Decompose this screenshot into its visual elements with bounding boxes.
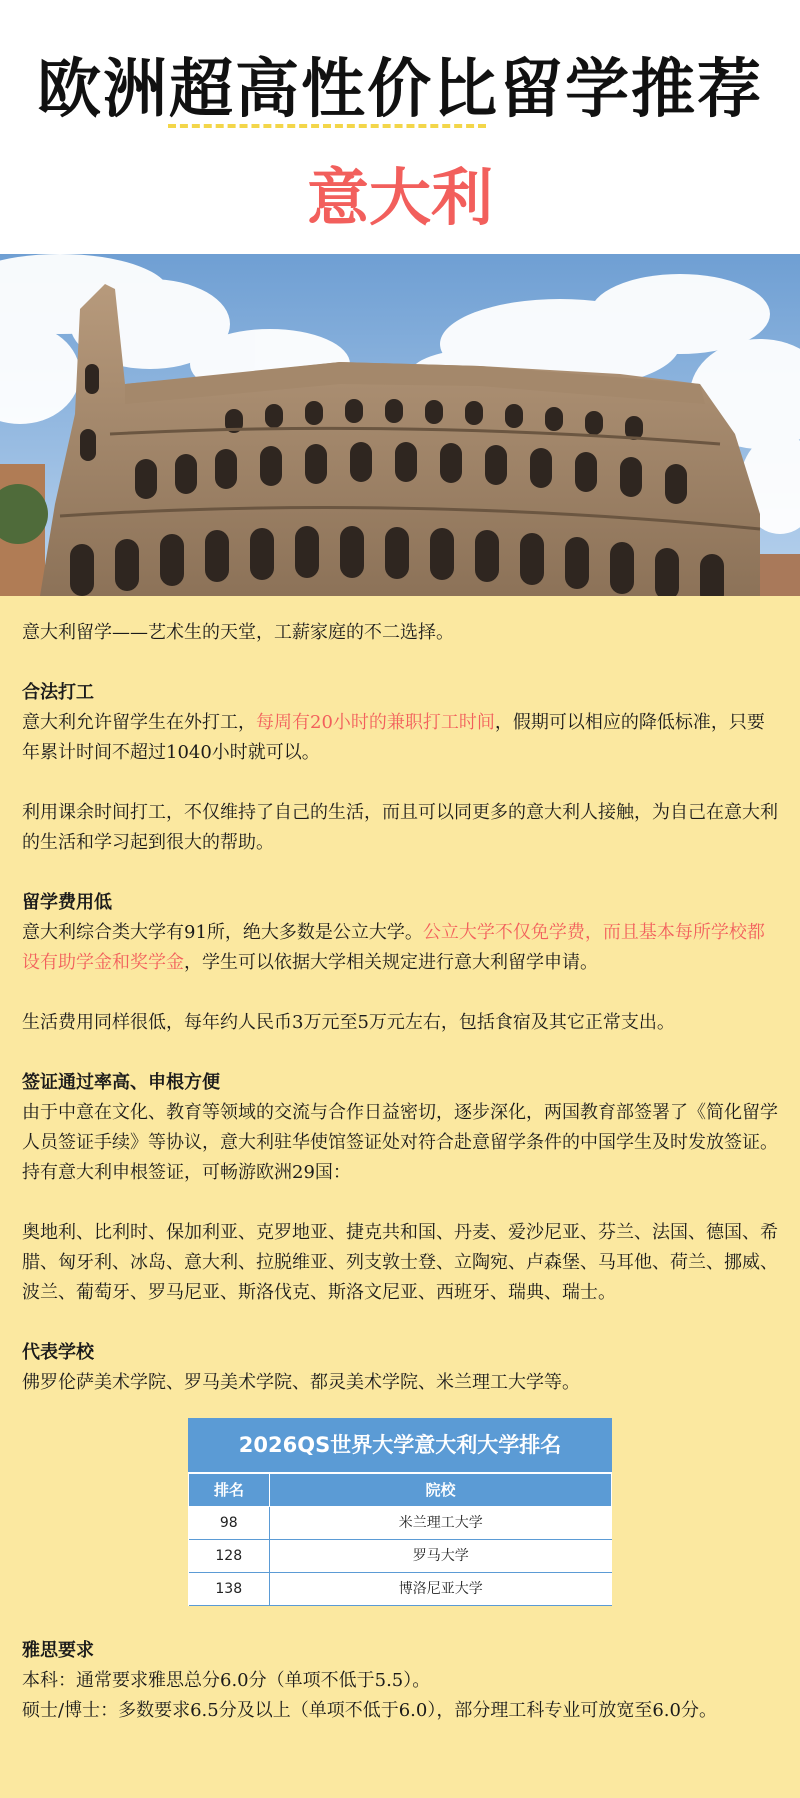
column-header-rank: 排名: [189, 1473, 270, 1507]
school-cell: 罗马大学: [270, 1540, 612, 1573]
visa-paragraph-1: 由于中意在文化、教育等领域的交流与合作日益密切，逐步深化，两国教育部签署了《简化留学人员签证手续》等协议，意大利驻华使馆签证处对符合赴意留学条件的中国学生及时发放签证。持有意大利申根签证，可畅游欧洲29国：: [22, 1102, 778, 1183]
article-body: [22, 618, 778, 1726]
school-cell: 博洛尼亚大学: [270, 1573, 612, 1606]
section-title-cost: 留学费用低: [22, 892, 112, 913]
section-title-ielts: 雅思要求: [22, 1640, 94, 1661]
schools-paragraph: 佛罗伦萨美术学院、罗马美术学院、都灵美术学院、米兰理工大学等。: [22, 1372, 580, 1393]
table-row: [189, 1507, 612, 1540]
rank-cell: 138: [189, 1573, 270, 1606]
column-header-school: 院校: [270, 1473, 612, 1507]
page-title: 欧洲超高性价比留学推荐: [37, 53, 763, 127]
work-paragraph-2: 利用课余时间打工，不仅维持了自己的生活，而且可以同更多的意大利人接触，为自己在意大利的生活和学习起到很大的帮助。: [22, 802, 778, 853]
visa-country-list: 奥地利、比利时、保加利亚、克罗地亚、捷克共和国、丹麦、爱沙尼亚、芬兰、法国、德国、希腊、匈牙利、冰岛、意大利、拉脱维亚、列支敦士登、立陶宛、卢森堡、马耳他、荷兰、挪威、波兰、葡萄牙、罗马尼亚、斯洛伐克、斯洛文尼亚、西班牙、瑞典、瑞士。: [22, 1222, 778, 1303]
ielts-bachelor: 本科：通常要求雅思总分6.0分（单项不低于5.5）。: [22, 1670, 431, 1691]
school-cell: 米兰理工大学: [270, 1507, 612, 1540]
cost-paragraph-2: 生活费用同样很低，每年约人民币3万元至5万元左右，包括食宿及其它正常支出。: [22, 1012, 675, 1033]
table-row: [189, 1573, 612, 1606]
work-paragraph-1: [22, 708, 778, 768]
section-title-visa: 签证通过率高、申根方便: [22, 1072, 220, 1093]
colosseum-photo: [0, 254, 800, 596]
work-text-a: 意大利允许留学生在外打工，: [22, 712, 256, 733]
cost-paragraph-1: [22, 918, 778, 978]
rank-cell: 98: [189, 1507, 270, 1540]
work-text-b: ，假期可以相应的降低标准，只要年累计时间不超过1040小时就可以。: [22, 712, 765, 763]
cost-text-a: 意大利综合类大学有91所，绝大多数是公立大学。: [22, 922, 423, 943]
ranking-table: [188, 1472, 612, 1606]
colosseum-illustration: [0, 254, 800, 596]
title-underline-decoration: [168, 124, 486, 128]
ranking-table-card: [188, 1418, 612, 1606]
work-highlight: 每周有20小时的兼职打工时间: [256, 712, 495, 733]
table-row: [189, 1540, 612, 1573]
intro-paragraph: 意大利留学——艺术生的天堂，工薪家庭的不二选择。: [22, 622, 454, 643]
cost-text-b: ，学生可以依据大学相关规定进行意大利留学申请。: [184, 952, 598, 973]
ranking-table-header-row: [189, 1473, 612, 1507]
ranking-table-title: 2026QS世界大学意大利大学排名: [188, 1418, 612, 1472]
section-title-schools: 代表学校: [22, 1342, 94, 1363]
country-subtitle: 意大利: [306, 161, 493, 234]
header: [0, 0, 800, 254]
cost-highlight: 公立大学不仅免学费，而且基本每所学校都设有助学金和奖学金: [22, 922, 765, 973]
rank-cell: 128: [189, 1540, 270, 1573]
section-title-work: 合法打工: [22, 682, 94, 703]
ielts-graduate: 硕士/博士：多数要求6.5分及以上（单项不低于6.0），部分理工科专业可放宽至6.0分。: [22, 1700, 717, 1721]
